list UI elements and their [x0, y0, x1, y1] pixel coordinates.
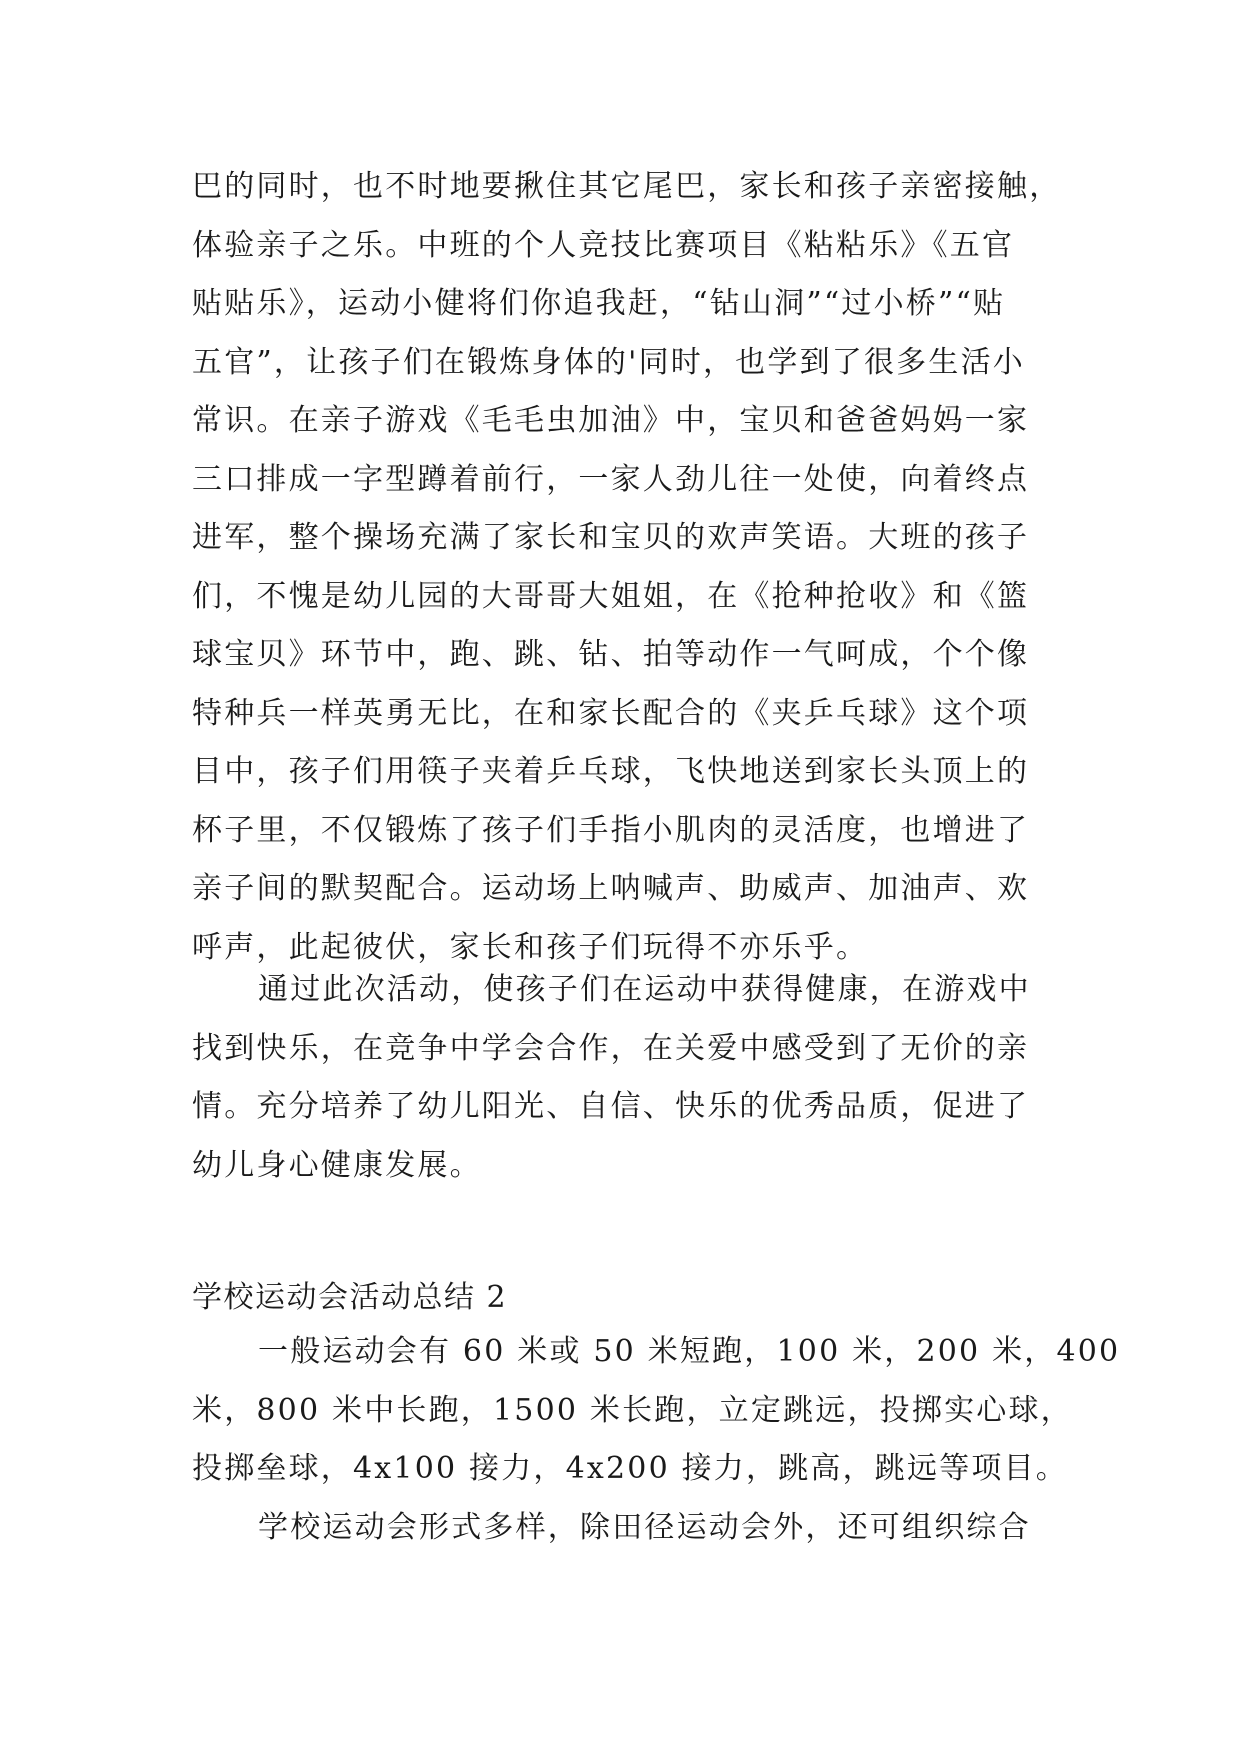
text-line: 常识。在亲子游戏《毛毛虫加油》中，宝贝和爸爸妈妈一家	[192, 403, 1030, 438]
text-line: 贴贴乐》，运动小健将们你追我赶，“钻山洞”“过小桥”“贴	[192, 286, 1006, 321]
text-line: 投掷垒球，4x100 接力，4x200 接力，跳高，跳远等项目。	[192, 1451, 1069, 1486]
paragraph-activity-description	[192, 158, 1062, 977]
section-body	[192, 1323, 1121, 1557]
text-line: 幼儿身心健康发展。	[192, 1147, 482, 1183]
text-line: 球宝贝》环节中，跑、跳、钻、拍等动作一气呵成，个个像	[192, 637, 1030, 672]
text-line: 情。充分培养了幼儿阳光、自信、快乐的优秀品质，促进了	[192, 1089, 1030, 1124]
text-line: 们，不愧是幼儿园的大哥哥大姐姐，在《抢种抢收》和《篮	[192, 578, 1030, 614]
text-line: 学校运动会形式多样，除田径运动会外，还可组织综合	[258, 1509, 1031, 1545]
text-line: 五官”，让孩子们在锻炼身体的'同时，也学到了很多生活小	[192, 344, 1025, 380]
text-line: 亲子间的默契配合。运动场上呐喊声、助威声、加油声、欢	[192, 871, 1030, 906]
text-line: 米，800 米中长跑，1500 米长跑，立定跳远，投掷实心球，	[192, 1392, 1073, 1428]
text-line: 体验亲子之乐。中班的个人竞技比赛项目《粘粘乐》《五官	[192, 227, 1015, 263]
text-line: 三口排成一字型蹲着前行，一家人劲儿往一处使，向着终点	[192, 461, 1030, 497]
paragraph-conclusion	[192, 961, 1052, 1195]
text-line: 通过此次活动，使孩子们在运动中获得健康，在游戏中	[258, 972, 1031, 1007]
text-line: 找到快乐，在竞争中学会合作，在关爱中感受到了无价的亲	[192, 1030, 1030, 1066]
text-line: 特种兵一样英勇无比，在和家长配合的《夹乒乓球》这个项	[192, 695, 1030, 731]
text-line: 巴的同时，也不时地要揪住其它尾巴，家长和孩子亲密接触，	[192, 169, 1062, 204]
text-line: 一般运动会有 60 米或 50 米短跑，100 米，200 米，400	[258, 1334, 1121, 1369]
section-heading: 学校运动会活动总结 2	[192, 1280, 508, 1315]
text-line: 呼声，此起彼伏，家长和孩子们玩得不亦乐乎。	[192, 929, 869, 965]
text-line: 杯子里，不仅锻炼了孩子们手指小肌肉的灵活度，也增进了	[192, 812, 1030, 848]
text-line: 进军，整个操场充满了家长和宝贝的欢声笑语。大班的孩子	[192, 520, 1030, 555]
text-line: 目中，孩子们用筷子夹着乒乓球，飞快地送到家长头顶上的	[192, 754, 1030, 789]
